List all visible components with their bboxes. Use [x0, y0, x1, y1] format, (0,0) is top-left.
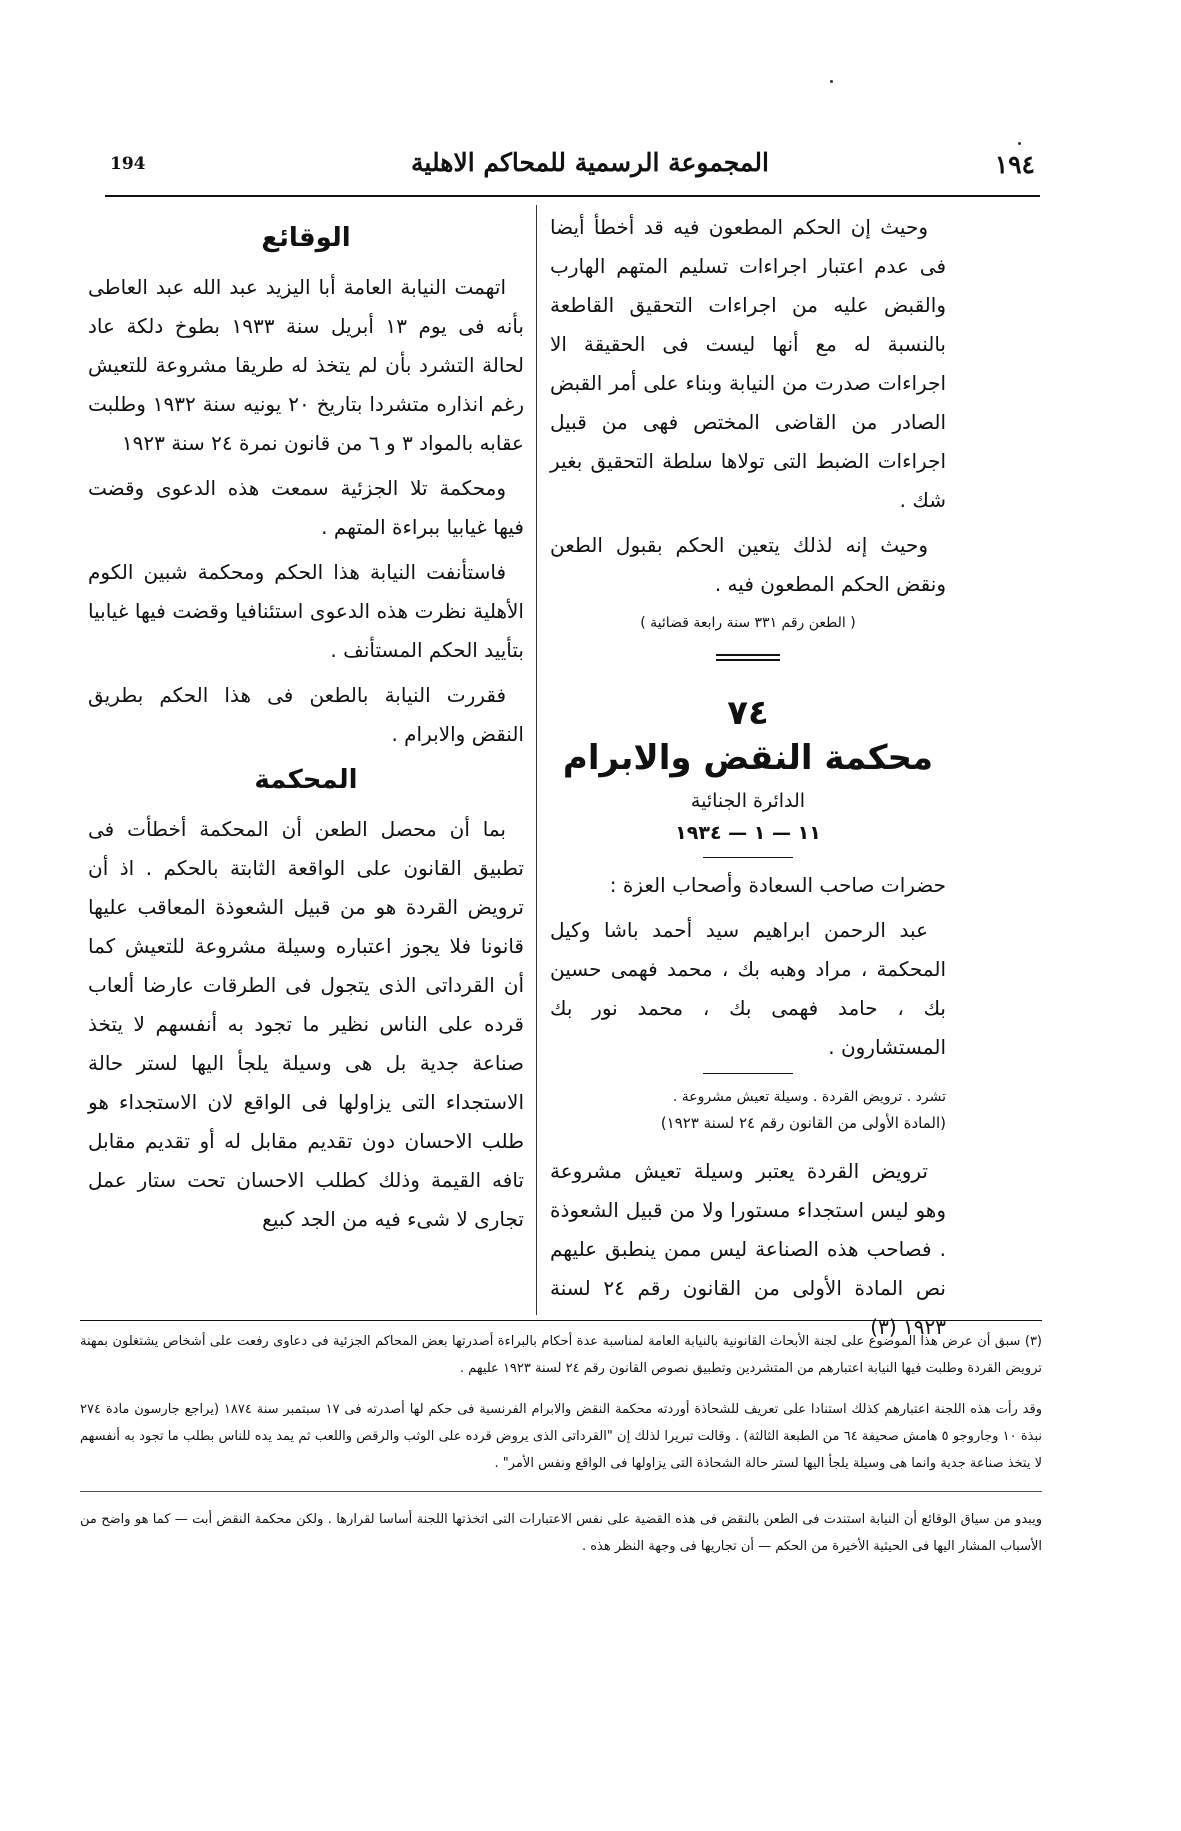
- circuit-label: الدائرة الجنائية: [690, 790, 806, 812]
- divider: [703, 857, 793, 858]
- court-heading: المحكمة: [254, 765, 358, 795]
- keywords: تشرد . ترويض القردة . وسيلة تعيش مشروعة .: [672, 1089, 946, 1105]
- citation: ( الطعن رقم ٣٣١ سنة رابعة قضائية ): [640, 615, 856, 631]
- paragraph: فقررت النيابة بالطعن فى هذا الحكم بطريق النقض والابرام .: [88, 683, 524, 746]
- paragraph: اتهمت النيابة العامة أبا اليزيد عبد الله عبد العاطى بأنه فى يوم ١٣ أبريل سنة ١٩٣٣ بطوخ دلكة عاد لحالة التشرد بأن لم يتخذ له طريقا مشروعة للتعيش رغم انذاره متشردا بتاريخ ٢٠ يونيه سنة ١٩٣٢ وطلبت عقابه بالمواد ٣ و ٦ من قانون نمرة ٢٤ سنة ١٩٢٣: [88, 275, 524, 455]
- right-column: [550, 208, 946, 1353]
- law-reference: (المادة الأولى من القانون رقم ٢٤ لسنة ١٩٢٣): [660, 1114, 946, 1132]
- paragraph: وحيث إن الحكم المطعون فيه قد أخطأ أيضا فى عدم اعتبار اجراءات تسليم المتهم الهارب والقبض عليه من اجراءات التحقيق القاطعة بالنسبة له مع أنها ليست فى الحقيقة الا اجراءات صدرت من النيابة وبناء على أمر القبض الصادر من القاضى المختص فهى من قبيل اجراءات الضبط التى تولاها سلطة التحقيق بغير شك .: [550, 215, 946, 512]
- judgment-date: ١١ — ١ — ١٩٣٤: [675, 822, 821, 844]
- running-title: المجموعة الرسمية للمحاكم الاهلية: [411, 148, 769, 177]
- header-rule: [105, 195, 1040, 197]
- page-header: [110, 148, 1035, 188]
- footnotes: [80, 1328, 1042, 1574]
- court-title: محكمة النقض والابرام: [562, 738, 934, 778]
- paragraph: وحيث إنه لذلك يتعين الحكم بقبول الطعن ونقض الحكم المطعون فيه .: [550, 533, 946, 596]
- case-number: ٧٤: [727, 693, 769, 733]
- footnote-rule: [80, 1320, 1042, 1321]
- column-separator: [536, 205, 537, 1315]
- facts-heading: الوقائع: [261, 223, 351, 253]
- section-divider: [716, 654, 780, 661]
- footnote: (٣) سبق أن عرض هذا الموضوع على لجنة الأبحاث القانونية بالنيابة العامة لمناسبة عدة أحكام بالبراءة أصدرتها بعض المحاكم الجزئية فى دعاوى رفعت على أشخاص يشتغلون بمهنة ترويض القردة وطلبت فيها النيابة اعتبارهم من المتشردين وتطبيق نصوص القانون رقم ٢٤ لسنة ١٩٢٣ عليهم .: [80, 1334, 1042, 1376]
- page-number-latin: 194: [110, 154, 146, 174]
- footnote-divider: [80, 1491, 1042, 1492]
- scan-speck: [830, 80, 833, 83]
- summary: ترويض القردة يعتبر وسيلة تعيش مشروعة وهو ليس استجداء مستورا ولا من قبيل الشعوذة . فصاحب هذه الصناعة ليس ممن ينطبق عليهم نص المادة الأولى من القانون رقم ٢٤ لسنة ١٩٢٣ (٣): [550, 1159, 946, 1339]
- divider: [703, 1073, 793, 1074]
- paragraph: ومحكمة تلا الجزئية سمعت هذه الدعوى وقضت فيها غيابيا ببراءة المتهم .: [88, 476, 524, 539]
- scan-speck: [1018, 142, 1021, 145]
- judges-intro: حضرات صاحب السعادة وأصحاب العزة :: [609, 873, 946, 897]
- paragraph: بما أن محصل الطعن أن المحكمة أخطأت فى تطبيق القانون على الواقعة الثابتة بالحكم . اذ أن ترويض القردة هو من قبيل الشعوذة المعاقب عليها قانونا فلا يجوز اعتباره وسيلة مشروعة للتعيش كما أن القرداتى الذى يتجول فى الطرقات عارضا ألعاب قرده على الناس نظير ما تجود به أنفسهم لا يتخذ صناعة جدية بل هى وسيلة يلجأ اليها لستر حالة الاستجداء التى يزاولها فى الواقع لان الاستجداء هو طلب الاحسان دون تقديم مقابل له أو تقديم مقابل تافه القيمة وذلك كطلب الاحسان تحت ستار عمل تجارى لا شىء فيه من الجد كبيع: [88, 817, 524, 1231]
- page-number-arabic: ١٩٤: [994, 150, 1035, 179]
- footnote: ويبدو من سياق الوقائع أن النيابة استندت فى الطعن بالنقض فى هذه القضية على نفس الاعتبارات التى اتخذتها اللجنة أساسا لقرارها . ولكن محكمة النقض أبت — كما هو واضح من الأسباب المشار اليها فى الحيثية الأخيرة من الحكم — أن تجاريها فى وجهة النظر هذه .: [80, 1512, 1042, 1554]
- left-column: [88, 212, 524, 1245]
- judges-list: عبد الرحمن ابراهيم سيد أحمد باشا وكيل المحكمة ، مراد وهبه بك ، محمد فهمى حسين بك ، حامد فهمى بك ، محمد نور بك المستشارون .: [550, 918, 946, 1059]
- paragraph: فاستأنفت النيابة هذا الحكم ومحكمة شبين الكوم الأهلية نظرت هذه الدعوى استئنافيا وقضت فيها غيابيا بتأييد الحكم المستأنف .: [88, 560, 524, 662]
- footnote: وقد رأت هذه اللجنة اعتبارهم كذلك استنادا على تعريف للشحاذة أوردته محكمة النقض والابرام الفرنسية فى حكم لها أصدرته فى ١٧ سبتمبر سنة ١٨٧٤ (يراجع جارسون مادة ٢٧٤ نبذة ١٠ وجاروجو ٥ هامش صحيفة ٦٤ من الطبعة الثالثة) . وقالت تبريرا لذلك إن "القرداتى الذى يروض قرده على الوثب والرقص واللعب ثم يمد يده للناس بطلب ما تجود به أنفسهم لا يتخذ صناعة جدية وانما هى وسيلة يلجأ اليها لستر حالة الشحاذة التى يزاولها فى الواقع ونفس الأمر" .: [80, 1402, 1043, 1471]
